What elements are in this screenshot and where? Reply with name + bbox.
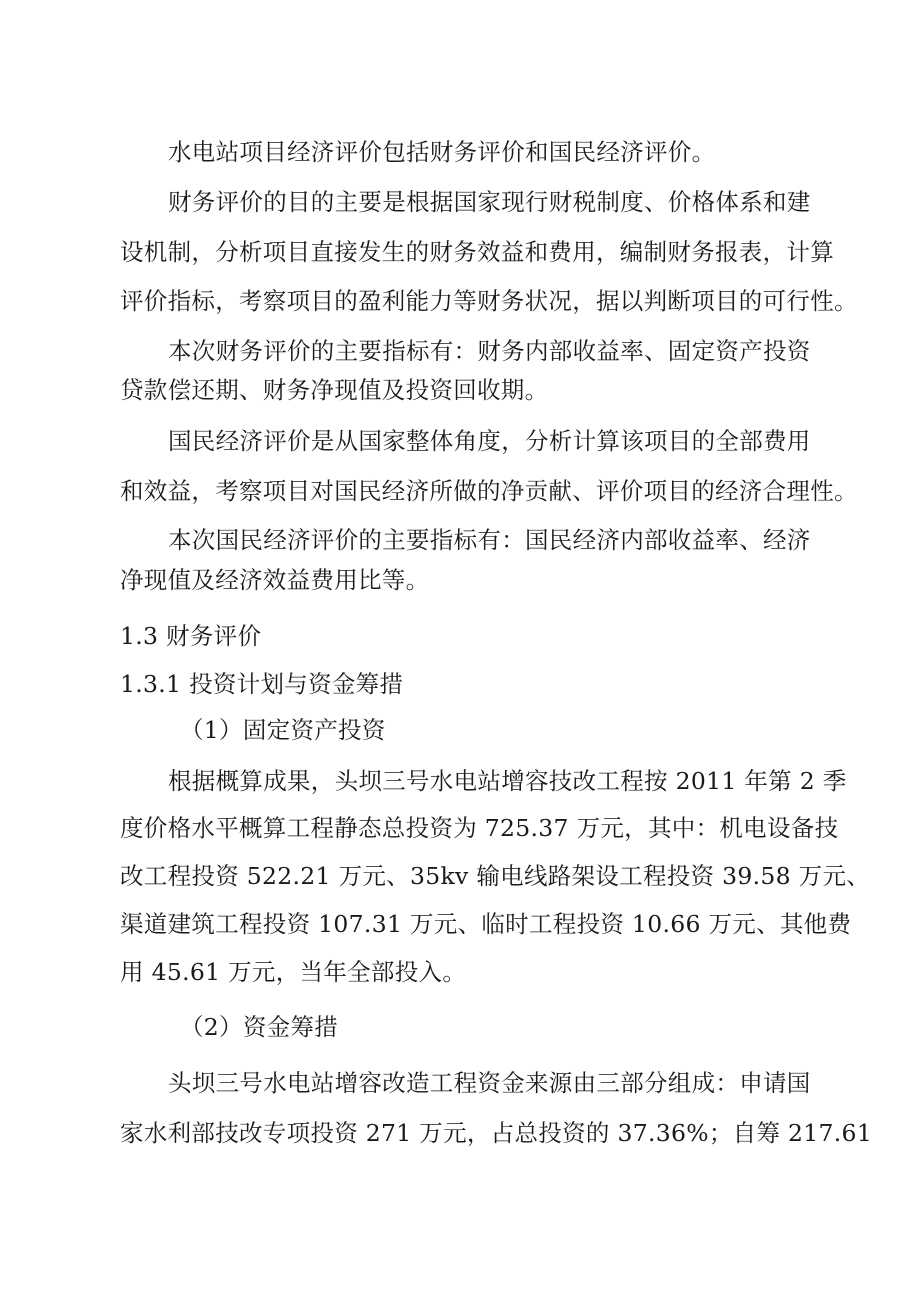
paragraph-line: 本次财务评价的主要指标有：财务内部收益率、固定资产投资	[168, 337, 811, 365]
paragraph-line: 头坝三号水电站增容改造工程资金来源由三部分组成：申请国	[168, 1069, 811, 1097]
paragraph-line: 净现值及经济效益费用比等。	[120, 566, 430, 594]
paragraph-line: 根据概算成果，头坝三号水电站增容技改工程按 2011 年第 2 季	[168, 767, 847, 795]
paragraph-line: 国民经济评价是从国家整体角度，分析计算该项目的全部费用	[168, 427, 811, 455]
paragraph-line: 用 45.61 万元，当年全部投入。	[120, 958, 467, 986]
section-heading: 1.3 财务评价	[120, 622, 262, 650]
subsection-heading: 1.3.1 投资计划与资金筹措	[120, 670, 404, 698]
paragraph-line: 评价指标，考察项目的盈利能力等财务状况，据以判断项目的可行性。	[120, 287, 858, 315]
paragraph-line: 和效益，考察项目对国民经济所做的净贡献、评价项目的经济合理性。	[120, 477, 858, 505]
item-heading: （1）固定资产投资	[180, 716, 386, 744]
paragraph-line: 改工程投资 522.21 万元、35kv 输电线路架设工程投资 39.58 万元、	[120, 862, 871, 890]
paragraph-line: 家水利部技改专项投资 271 万元，占总投资的 37.36%；自筹 217.61	[120, 1119, 873, 1147]
item-heading: （2）资金筹措	[180, 1013, 339, 1041]
paragraph-line: 设机制，分析项目直接发生的财务效益和费用，编制财务报表，计算	[120, 238, 834, 266]
paragraph-line: 财务评价的目的主要是根据国家现行财税制度、价格体系和建	[168, 188, 811, 216]
paragraph-line: 度价格水平概算工程静态总投资为 725.37 万元，其中：机电设备技	[120, 814, 839, 842]
paragraph-line: 水电站项目经济评价包括财务评价和国民经济评价。	[168, 138, 716, 166]
paragraph-line: 渠道建筑工程投资 107.31 万元、临时工程投资 10.66 万元、其他费	[120, 910, 852, 938]
paragraph-line: 本次国民经济评价的主要指标有：国民经济内部收益率、经济	[168, 526, 811, 554]
paragraph-line: 贷款偿还期、财务净现值及投资回收期。	[120, 376, 549, 404]
